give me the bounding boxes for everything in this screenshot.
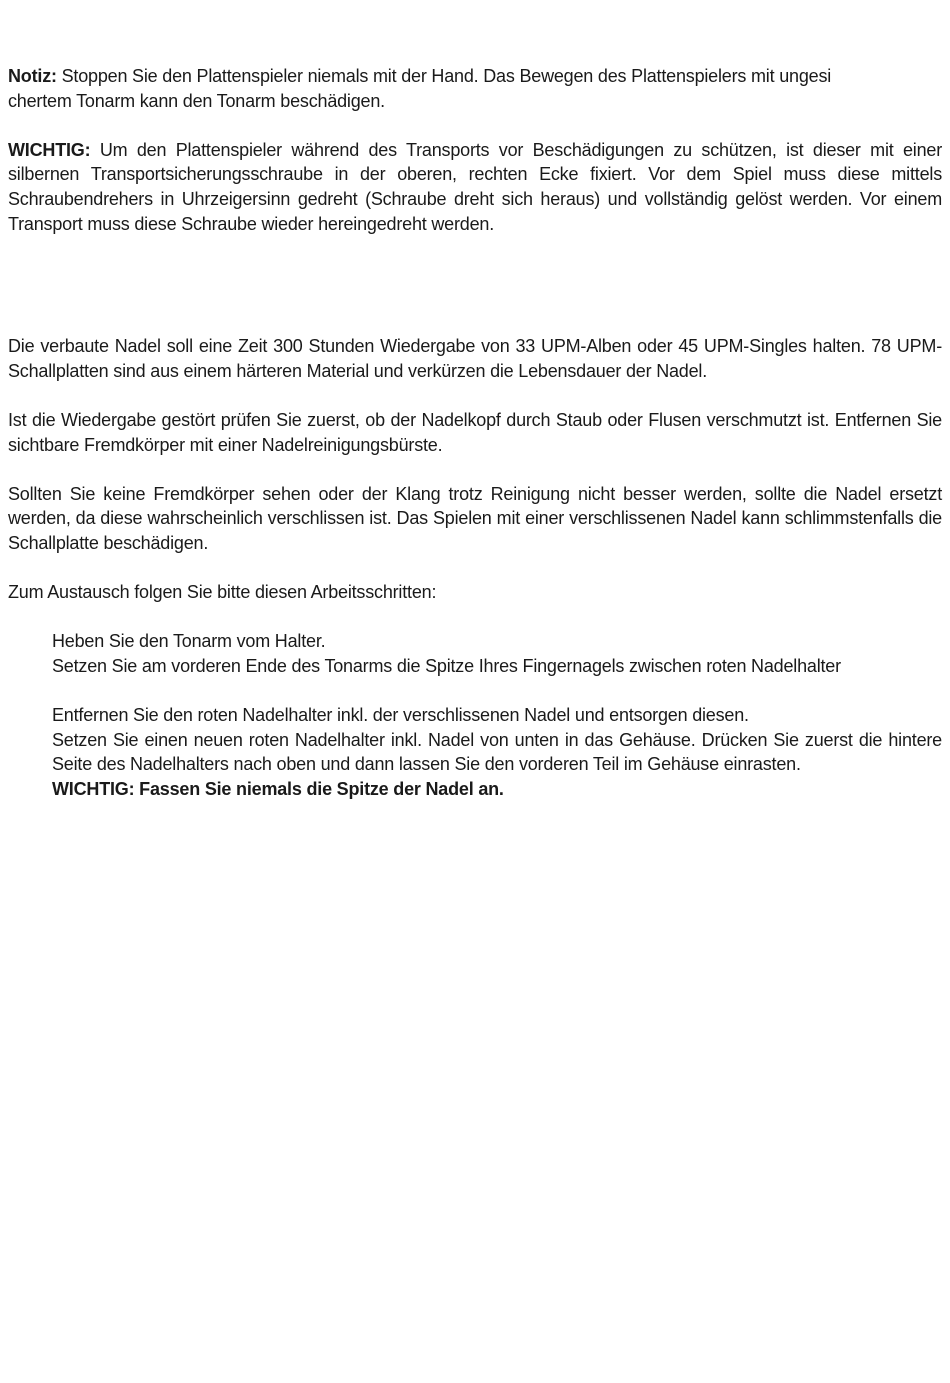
note-line-1: Stoppen Sie den Plattenspieler niemals mit der Hand. Das Bewegen des Plattenspielers mit ungesi	[56, 66, 832, 86]
steps-intro: Zum Austausch folgen Sie bitte diesen Arbeitsschritten:	[8, 582, 437, 603]
important-transport-text: Um den Plattenspieler während des Transports vor Beschädigungen zu schützen, ist dieser mit einer silbernen Transportsicherungsschraube in der oberen, rechten Ecke fixiert. Vor dem Spiel muss diese mittels Schraubendrehers in Uhrzeigersinn gedreht (Schraube dreht sich heraus) und vollständig gelöst werden. Vor einem Transport muss diese Schraube wieder hereingedreht werden.	[8, 139, 942, 234]
step-warning-text: WICHTIG: Fassen Sie niemals die Spitze der Nadel an.	[52, 778, 504, 799]
step-4: Setzen Sie einen neuen roten Nadelhalter inkl. Nadel von unten in das Gehäuse. Drücken Sie zuerst die hintere Seite des Nadelhalters nach oben und dann lassen Sie den vorderen Teil im Gehäuse einrasten.	[52, 729, 942, 775]
replace-hint-paragraph: Sollten Sie keine Fremdkörper sehen oder der Klang trotz Reinigung nicht besser werden, sollte die Nadel ersetzt werden, da diese wahrscheinlich verschlissen ist. Das Spielen mit einer verschlissenen Nadel kann schlimmstenfalls die Schallplatte beschädigen.	[8, 483, 942, 553]
step-warning	[52, 777, 942, 802]
needle-life-paragraph: Die verbaute Nadel soll eine Zeit 300 Stunden Wiedergabe von 33 UPM-Alben oder 45 UPM-Singles halten. 78 UPM-Schallplatten sind aus einem härteren Material und verkürzen die Lebensdauer der Nadel.	[8, 336, 942, 381]
important-transport-paragraph	[8, 138, 942, 236]
note-label: Notiz:	[8, 66, 57, 86]
note-line-2: chertem Tonarm kann den Tonarm beschädigen.	[8, 90, 385, 111]
step-3: Entfernen Sie den roten Nadelhalter inkl. der verschlissenen Nadel und entsorgen diesen.	[52, 705, 749, 726]
step-2: Setzen Sie am vorderen Ende des Tonarms die Spitze Ihres Fingernagels zwischen roten Nadelhalter	[52, 655, 841, 676]
step-spacer	[52, 678, 942, 703]
step-1: Heben Sie den Tonarm vom Halter.	[52, 631, 326, 652]
check-paragraph: Ist die Wiedergabe gestört prüfen Sie zuerst, ob der Nadelkopf durch Staub oder Flusen verschmutzt ist. Entfernen Sie sichtbare Fremdkörper mit einer Nadelreinigungsbürste.	[8, 409, 942, 455]
note-paragraph	[8, 64, 942, 113]
important-label: WICHTIG:	[8, 139, 91, 160]
document-page	[8, 64, 942, 801]
steps-list	[52, 629, 942, 801]
